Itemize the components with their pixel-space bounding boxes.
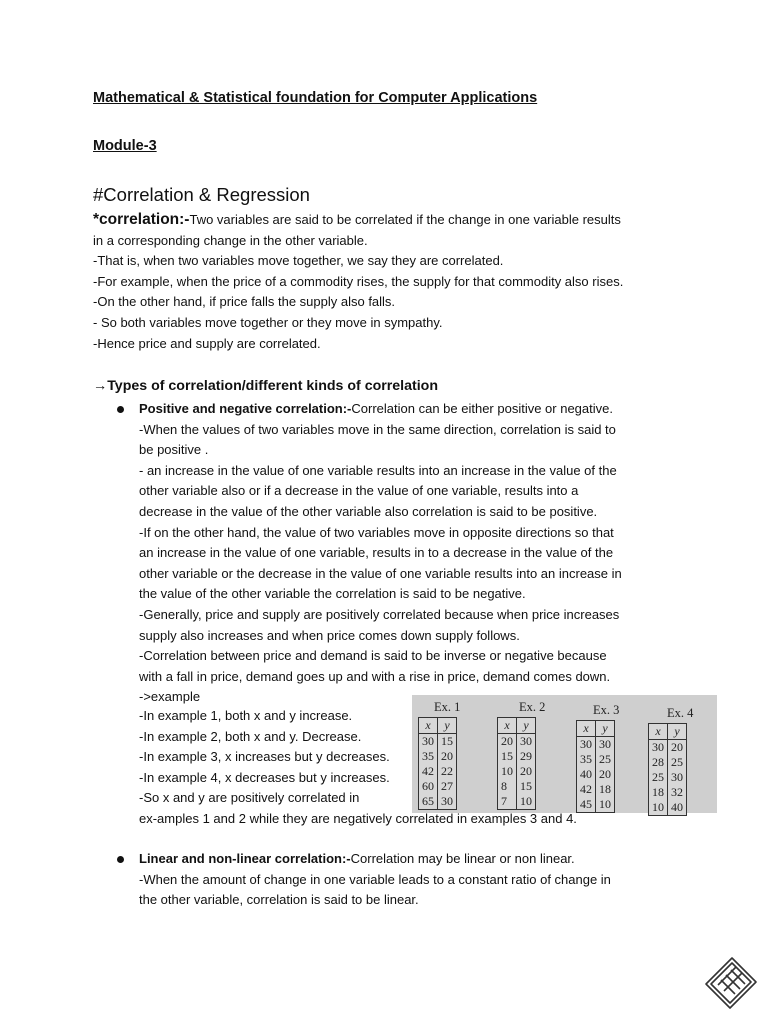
x-cell: 18 [649,785,668,800]
x-cell: 8 [498,779,517,794]
x-cell: 20 [498,734,517,750]
definition-line: -That is, when two variables move together, we say they are correlated. [93,253,504,269]
bullet-line: - an increase in the value of one variable results into an increase in the value of the [139,462,617,478]
bullet-line: the other variable, correlation is said to be linear. [139,892,419,908]
table-row [498,794,536,810]
y-cell: 32 [668,785,687,800]
table-row [498,749,536,764]
x-cell: 15 [498,749,517,764]
column-header: x [649,724,668,740]
y-cell: 20 [438,749,457,764]
table-row [498,779,536,794]
document-icon[interactable] [702,954,760,1012]
definition-line: -On the other hand, if price falls the supply also falls. [93,294,396,310]
y-cell: 30 [517,734,536,750]
column-header: x [498,718,517,734]
bullet-dot-icon [117,406,124,413]
x-cell: 7 [498,794,517,810]
bullet-line: be positive . [139,442,209,458]
ex2-table [497,717,536,810]
table-row [498,734,536,750]
y-cell: 20 [517,764,536,779]
table-row [577,767,615,782]
bullet-line: ->example [139,689,201,705]
column-header: y [517,718,536,734]
table-row [419,734,457,750]
y-cell: 29 [517,749,536,764]
correlation-definition [93,210,693,354]
x-cell: 28 [649,755,668,770]
ex2-label: Ex. 2 [519,700,546,714]
ex1-table [418,717,457,810]
bullet-line: decrease in the value of the other variable also correlation is said to be positive. [139,503,598,519]
bullet-line: -If on the other hand, the value of two variables move in opposite directions so that [139,524,614,540]
bullet-line: other variable or the decrease in the value of one variable results into an increase in [139,565,622,581]
x-cell: 30 [577,737,596,753]
example-tables-image [412,695,717,813]
y-cell: 20 [668,740,687,756]
x-cell: 10 [649,800,668,816]
bullet-line: with a fall in price, demand goes up and with a rise in price, demand comes down. [139,668,611,684]
column-header: y [438,718,457,734]
definition-line: -For example, when the price of a commodity rises, the supply for that commodity also rises. [93,273,624,289]
y-cell: 30 [438,794,457,810]
example-conclusion: ex-amples 1 and 2 while they are negatively correlated in examples 3 and 4. [139,811,577,826]
example-line: -In example 3, x increases but y decreases. [139,749,390,765]
example-line: -In example 2, both x and y. Decrease. [139,728,362,744]
definition-lead: *correlation:- [93,211,190,228]
table-row [649,770,687,785]
table-row [577,737,615,753]
table-row [419,764,457,779]
bullet-positive-negative [139,399,622,708]
bullet-linear-nonlinear [139,849,611,911]
x-cell: 25 [649,770,668,785]
module-title: Module-3 [93,138,157,154]
column-header: y [668,724,687,740]
definition-line: -Hence price and supply are correlated. [93,335,321,351]
column-header: x [419,718,438,734]
table-row [649,740,687,756]
bullet-line: supply also increases and when price comes down supply follows. [139,627,520,643]
y-cell: 25 [668,755,687,770]
y-cell: 30 [596,737,615,753]
ex4-label: Ex. 4 [667,706,694,720]
bullet-term: Positive and negative correlation:- [139,401,352,416]
bullet-line: other variable also or if a decrease in the value of one variable, results into a [139,483,579,499]
table-row [577,752,615,767]
y-cell: 27 [438,779,457,794]
table-row [419,779,457,794]
table-row [649,785,687,800]
y-cell: 22 [438,764,457,779]
table-row [419,794,457,810]
table-row [419,749,457,764]
bullet-line: -When the values of two variables move in the same direction, correlation is said to [139,421,616,437]
bullet-line: -When the amount of change in one variable leads to a constant ratio of change in [139,871,611,887]
y-cell: 15 [517,779,536,794]
definition-line: in a corresponding change in the other variable. [93,232,368,248]
ex4-table [648,723,687,816]
table-row [577,782,615,797]
y-cell: 20 [596,767,615,782]
bullet-dot-icon [117,856,124,863]
x-cell: 60 [419,779,438,794]
x-cell: 40 [577,767,596,782]
ex3-table [576,720,615,813]
y-cell: 30 [668,770,687,785]
definition-line: - So both variables move together or they move in sympathy. [93,314,443,330]
x-cell: 35 [577,752,596,767]
x-cell: 42 [577,782,596,797]
table-row [498,764,536,779]
x-cell: 10 [498,764,517,779]
x-cell: 30 [419,734,438,750]
column-header: x [577,721,596,737]
y-cell: 40 [668,800,687,816]
y-cell: 18 [596,782,615,797]
bullet-first-line: Correlation can be either positive or negative. [351,401,613,416]
bullet-first-line: Correlation may be linear or non linear. [350,851,575,866]
table-row [649,800,687,816]
bullet-line: the value of the other variable the correlation is said to be negative. [139,586,526,602]
table-row [577,797,615,813]
bullet-term: Linear and non-linear correlation:- [139,851,351,866]
x-cell: 35 [419,749,438,764]
x-cell: 42 [419,764,438,779]
table-row [649,755,687,770]
example-line: -In example 1, both x and y increase. [139,708,353,723]
types-heading: →Types of correlation/different kinds of correlation [93,378,439,394]
x-cell: 30 [649,740,668,756]
x-cell: 65 [419,794,438,810]
ex3-label: Ex. 3 [593,703,620,717]
example-line: -In example 4, x decreases but y increases. [139,769,390,785]
ex1-label: Ex. 1 [434,700,461,714]
y-cell: 10 [596,797,615,813]
bullet-line: an increase in the value of one variable, results in to a decrease in the value of the [139,545,614,561]
definition-first-line: Two variables are said to be correlated if the change in one variable results [189,212,621,227]
example-explanations [139,706,390,809]
y-cell: 15 [438,734,457,750]
y-cell: 10 [517,794,536,810]
course-title: Mathematical & Statistical foundation for Computer Applications [93,90,538,106]
y-cell: 25 [596,752,615,767]
bullet-line: -Generally, price and supply are positively correlated because when price increases [139,606,620,622]
example-line: -So x and y are positively correlated in [139,790,360,806]
x-cell: 45 [577,797,596,813]
section-heading: #Correlation & Regression [93,184,310,205]
column-header: y [596,721,615,737]
bullet-line: -Correlation between price and demand is said to be inverse or negative because [139,648,607,664]
